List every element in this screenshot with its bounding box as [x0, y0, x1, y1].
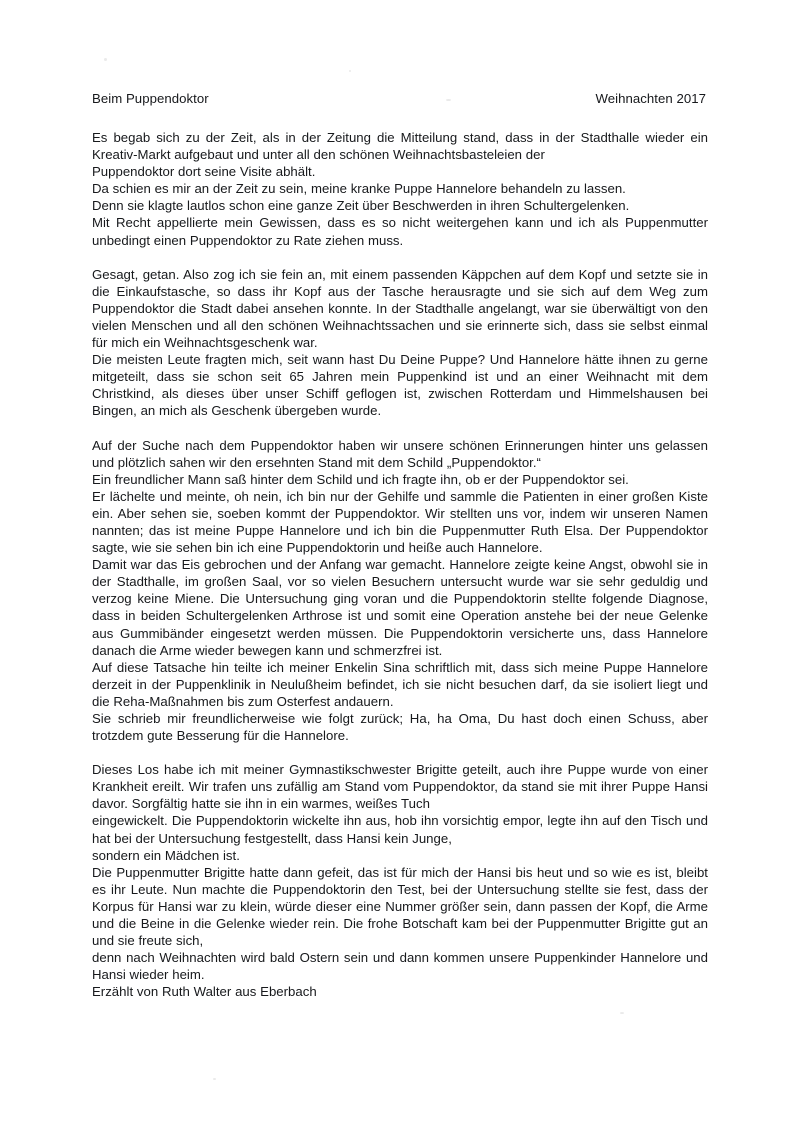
paragraph — [92, 761, 708, 1000]
text-line: Mit Recht appellierte mein Gewissen, dass es so nicht weitergehen kann und ich als Puppenmutter unbedingt einen Puppendoktor zu Rate ziehen muss. — [92, 215, 708, 248]
document-header — [92, 90, 708, 107]
page-title: Beim Puppendoktor — [92, 91, 209, 106]
signature-line: Erzählt von Ruth Walter aus Eberbach — [92, 984, 317, 1000]
scan-speckle — [349, 70, 351, 72]
text-line: Damit war das Eis gebrochen und der Anfang war gemacht. Hannelore zeigte keine Angst, obwohl sie in der Stadthalle, im großen Saal, vor so vielen Besuchern untersucht wurde war sie sehr geduldig und verzog keine Miene. Die Untersuchung ging voran und die Puppendoktorin stellte folgende Diagnose, dass in beiden Schultergelenken Arthrose ist und somit eine Operation anstehe bei der neue Gelenke aus Gummibänder eingesetzt werden müssen. Die Puppendoktorin versicherte uns, dass Hannelore danach die Arme wieder bewegen kann und schmerzfrei ist. — [92, 557, 708, 658]
text-line: Denn sie klagte lautlos schon eine ganze Zeit über Beschwerden in ihren Schultergelenken. — [92, 198, 630, 214]
scan-speckle — [620, 1012, 624, 1014]
text-line: Ein freundlicher Mann saß hinter dem Schild und ich fragte ihn, ob er der Puppendoktor sei. — [92, 471, 629, 487]
text-line: Dieses Los habe ich mit meiner Gymnastikschwester Brigitte geteilt, auch ihre Puppe wurde von einer Krankheit ereilt. Wir trafen uns zufällig am Stand vom Puppendoktor, da stand sie mit ihrer Puppe Hansi davor. Sorgfältig hatte sie ihn in ein warmes, weißes Tuch — [92, 762, 708, 812]
scan-speckle — [213, 1078, 216, 1080]
text-line: Die meisten Leute fragten mich, seit wann hast Du Deine Puppe? Und Hannelore hätte ihnen zu gerne mitgeteilt, dass sie schon seit 65 Jahren mein Puppenkind ist und an einer Weihnacht mit dem Christkind, als dieses über unser Schiff geflogen ist, zwischen Rotterdam und Himmelshausen bei Bingen, an mich als Geschenk übergeben wurde. — [92, 352, 708, 419]
paragraph — [92, 437, 708, 745]
text-line: Auf diese Tatsache hin teilte ich meiner Enkelin Sina schriftlich mit, dass sich meine Puppe Hannelore derzeit in der Puppenklinik in Neulußheim befindet, ich sie nicht besuchen darf, da sie isoliert liegt und die Reha-Maßnahmen bis zum Osterfest andauern. — [92, 659, 708, 709]
text-line: Puppendoktor dort seine Visite abhält. — [92, 164, 316, 180]
paragraph — [92, 266, 708, 420]
text-line: Es begab sich zu der Zeit, als in der Zeitung die Mitteilung stand, dass in der Stadthalle wieder ein Kreativ-Markt aufgebaut und unter all den schönen Weihnachtsbasteleien der — [92, 130, 708, 163]
occasion-label: Weihnachten 2017 — [595, 91, 706, 106]
scan-speckle — [104, 58, 107, 61]
story-text — [92, 129, 708, 1001]
text-line: sondern ein Mädchen ist. — [92, 847, 240, 863]
text-line: eingewickelt. Die Puppendoktorin wickelte ihn aus, hob ihn vorsichtig empor, legte ihn auf den Tisch und hat bei der Untersuchung festgestellt, dass Hansi kein Junge, — [92, 813, 708, 846]
text-line: denn nach Weihnachten wird bald Ostern sein und dann kommen unsere Puppenkinder Hannelore und Hansi wieder heim. — [92, 950, 708, 983]
paragraph — [92, 129, 708, 249]
text-line: Sie schrieb mir freundlicherweise wie folgt zurück; Ha, ha Oma, Du hast doch einen Schuss, aber trotzdem gute Besserung für die Hannelore. — [92, 711, 708, 744]
text-line: Auf der Suche nach dem Puppendoktor haben wir unsere schönen Erinnerungen hinter uns gelassen und plötzlich sahen wir den ersehnten Stand mit dem Schild „Puppendoktor.“ — [92, 437, 708, 470]
text-line: Er lächelte und meinte, oh nein, ich bin nur der Gehilfe und sammle die Patienten in einer großen Kiste ein. Aber sehen sie, soeben kommt der Puppendoktor. Wir stellten uns vor, indem wir unseren Namen nannten; das ist meine Puppe Hannelore und ich bin die Puppenmutter Ruth Elsa. Der Puppendoktor sagte, wie sie sehen bin ich eine Puppendoktorin und heiße auch Hannelore. — [92, 488, 708, 556]
text-line: Da schien es mir an der Zeit zu sein, meine kranke Puppe Hannelore behandeln zu lassen. — [92, 181, 626, 197]
letter-body — [92, 90, 708, 1001]
text-line: Gesagt, getan. Also zog ich sie fein an, mit einem passenden Käppchen auf dem Kopf und setzte sie in die Einkaufstasche, so dass ihr Kopf aus der Tasche herausragte und sie sich auf dem Weg zum Puppendoktor die Stadt dabei ansehen konnte. In der Stadthalle angelangt, war sie überwältigt von den vielen Menschen und all den schönen Weihnachtssachen und sie erinnerte sich, dass sie selbst einmal für mich ein Weihnachtsgeschenk war. — [92, 266, 708, 351]
text-line: Die Puppenmutter Brigitte hatte dann gefeit, das ist für mich der Hansi bis heut und so wie es ist, bleibt es ihr Leute. Nun machte die Puppendoktorin den Test, bei der Untersuchung stellte sie fest, dass der Korpus für Hansi war zu klein, würde dieser eine Nummer größer sein, dann passen der Kopf, die Arme und die Beine in die Gelenke wieder rein. Die frohe Botschaft kam bei der Puppenmutter Brigitte gut an und sie freute sich, — [92, 864, 708, 949]
